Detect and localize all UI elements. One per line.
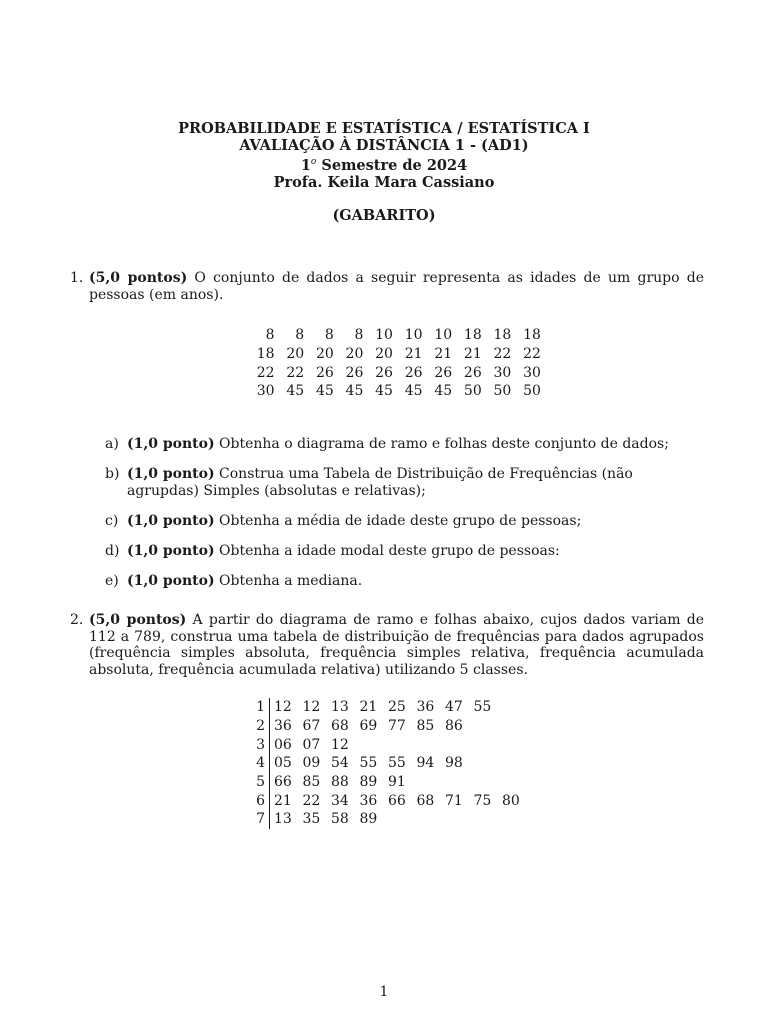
list-item bbox=[105, 543, 705, 560]
list-item bbox=[105, 573, 705, 590]
leaf-value: 47 bbox=[445, 699, 463, 716]
table-cell: 45 bbox=[434, 383, 453, 400]
page-number: 1 bbox=[379, 984, 389, 1000]
table-cell: 30 bbox=[256, 383, 275, 400]
leaf-value: 69 bbox=[359, 718, 378, 735]
leaf-value: 85 bbox=[416, 718, 435, 735]
answer-key-heading: (GABARITO) bbox=[332, 207, 436, 224]
question-text: O conjunto de dados a seguir representa as idades de um grupo de pessoas (em anos). bbox=[89, 270, 704, 303]
question-1-parts bbox=[105, 436, 705, 603]
stem-value: 3 bbox=[253, 735, 270, 754]
list-item bbox=[105, 436, 705, 453]
table-cell: 26 bbox=[375, 364, 393, 381]
item-label: b) bbox=[105, 466, 120, 482]
leaf-value: 88 bbox=[331, 774, 349, 791]
item-text: Obtenha a mediana. bbox=[214, 572, 363, 589]
semester-line bbox=[0, 154, 768, 174]
table-cell: 26 bbox=[434, 364, 453, 381]
item-label: a) bbox=[105, 436, 119, 452]
leaf-value: 36 bbox=[274, 718, 292, 735]
table-cell: 26 bbox=[315, 364, 334, 381]
table-cell: 20 bbox=[315, 346, 334, 363]
table-cell: 45 bbox=[345, 383, 364, 400]
table-cell: 8 bbox=[265, 327, 275, 344]
semester-number: 1 bbox=[300, 156, 311, 174]
leaf-value: 12 bbox=[274, 699, 292, 716]
question-1 bbox=[70, 270, 704, 303]
stem-leaf-row bbox=[253, 773, 531, 792]
leaf-value: 13 bbox=[274, 811, 292, 828]
leaf-value: 68 bbox=[331, 718, 349, 735]
table-cell: 10 bbox=[434, 327, 453, 344]
document-header bbox=[0, 120, 768, 191]
question-number: 2. bbox=[70, 612, 84, 628]
table-cell: 26 bbox=[463, 364, 482, 381]
leaf-value: 12 bbox=[302, 699, 321, 716]
stem-value: 7 bbox=[253, 810, 270, 829]
item-text: Obtenha a idade modal deste grupo de pessoas: bbox=[214, 542, 560, 559]
table-cell: 22 bbox=[256, 364, 275, 381]
leaf-value: 85 bbox=[302, 774, 321, 791]
table-cell: 18 bbox=[523, 327, 541, 344]
table-cell: 30 bbox=[493, 364, 512, 381]
table-cell: 8 bbox=[295, 327, 305, 344]
leaf-value: 67 bbox=[302, 718, 321, 735]
table-cell: 45 bbox=[315, 383, 334, 400]
stem-leaf-row bbox=[253, 735, 531, 754]
leaf-value: 13 bbox=[331, 699, 349, 716]
table-cell: 18 bbox=[493, 327, 512, 344]
table-cell: 18 bbox=[463, 327, 482, 344]
semester-ordinal: o bbox=[310, 157, 317, 167]
stem-leaf-row bbox=[253, 791, 531, 810]
stem-leaf-row bbox=[253, 754, 531, 773]
table-row bbox=[245, 345, 541, 364]
table-cell: 30 bbox=[523, 364, 541, 381]
table-cell: 21 bbox=[404, 346, 423, 363]
semester-text: Semestre de 2024 bbox=[316, 156, 468, 174]
list-item bbox=[105, 513, 705, 530]
question-points: (5,0 pontos) bbox=[89, 270, 188, 286]
table-cell: 10 bbox=[404, 327, 423, 344]
item-points: (1,0 ponto) bbox=[127, 466, 215, 482]
leaf-value: 35 bbox=[302, 811, 321, 828]
leaf-value: 91 bbox=[388, 774, 406, 791]
table-cell: 20 bbox=[345, 346, 364, 363]
table-cell: 20 bbox=[375, 346, 393, 363]
leaf-value: 21 bbox=[359, 699, 378, 716]
stem-and-leaf-diagram bbox=[253, 698, 531, 829]
table-cell: 21 bbox=[463, 346, 482, 363]
stem-leaf-row bbox=[253, 717, 531, 736]
leaf-value: 34 bbox=[331, 792, 349, 809]
leaf-value: 25 bbox=[388, 699, 406, 716]
question-2 bbox=[70, 612, 704, 678]
question-text: A partir do diagrama de ramo e folhas abaixo, cujos dados variam de 112 a 789, construa uma tabela de distribuição de frequências para dados agrupados (frequência simples absoluta, frequência simples relativa, frequência acumulada absoluta, frequência acumulada relativa) utilizando 5 classes. bbox=[89, 612, 704, 678]
leaf-value: 89 bbox=[359, 774, 378, 791]
item-text: Obtenha a média de idade deste grupo de pessoas; bbox=[214, 512, 582, 529]
table-cell: 22 bbox=[286, 364, 305, 381]
stem-value: 2 bbox=[253, 717, 270, 736]
leaf-value: 12 bbox=[331, 736, 349, 753]
table-cell: 50 bbox=[493, 383, 512, 400]
leaf-value: 80 bbox=[502, 792, 520, 809]
stem-value: 1 bbox=[253, 698, 270, 717]
item-text: Construa uma Tabela de Distribuição de Frequências (não agrupdas) Simples (absolutas e relativas); bbox=[127, 466, 633, 499]
leaf-value: 58 bbox=[331, 811, 349, 828]
leaf-value: 09 bbox=[302, 755, 321, 772]
assessment-title: AVALIAÇÃO À DISTÂNCIA 1 - (AD1) bbox=[239, 137, 529, 154]
item-label: c) bbox=[105, 512, 119, 529]
table-cell: 45 bbox=[286, 383, 305, 400]
table-cell: 50 bbox=[463, 383, 482, 400]
list-item bbox=[105, 466, 705, 499]
table-cell: 8 bbox=[324, 327, 334, 344]
item-points: (1,0 ponto) bbox=[127, 436, 215, 452]
question-points: (5,0 pontos) bbox=[89, 612, 187, 628]
leaf-value: 71 bbox=[445, 792, 463, 809]
leaf-value: 66 bbox=[274, 774, 292, 791]
item-points: (1,0 ponto) bbox=[127, 572, 215, 589]
table-cell: 22 bbox=[493, 346, 512, 363]
item-points: (1,0 ponto) bbox=[127, 512, 215, 529]
table-cell: 26 bbox=[404, 364, 423, 381]
leaf-value: 36 bbox=[359, 792, 378, 809]
leaf-value: 22 bbox=[302, 792, 321, 809]
table-row bbox=[245, 326, 541, 345]
leaf-value: 94 bbox=[416, 755, 435, 772]
stem-value: 6 bbox=[253, 791, 270, 810]
course-title: PROBABILIDADE E ESTATÍSTICA / ESTATÍSTICA I bbox=[178, 120, 590, 137]
table-row bbox=[245, 382, 541, 401]
leaf-value: 55 bbox=[473, 699, 492, 716]
table-row bbox=[245, 363, 541, 382]
stem-leaf-row bbox=[253, 698, 531, 717]
leaf-value: 21 bbox=[274, 792, 292, 809]
leaf-value: 55 bbox=[359, 755, 378, 772]
leaf-value: 06 bbox=[274, 736, 292, 753]
leaf-value: 86 bbox=[445, 718, 463, 735]
leaf-value: 07 bbox=[302, 736, 321, 753]
table-cell: 18 bbox=[256, 346, 275, 363]
stem-value: 5 bbox=[253, 773, 270, 792]
leaf-value: 75 bbox=[473, 792, 492, 809]
item-label: d) bbox=[105, 542, 120, 559]
table-cell: 45 bbox=[404, 383, 423, 400]
stem-leaf-row bbox=[253, 810, 531, 829]
item-text: Obtenha o diagrama de ramo e folhas deste conjunto de dados; bbox=[214, 436, 669, 452]
table-cell: 8 bbox=[354, 327, 364, 344]
table-cell: 21 bbox=[434, 346, 453, 363]
leaf-value: 68 bbox=[416, 792, 435, 809]
professor-name: Profa. Keila Mara Cassiano bbox=[273, 173, 495, 191]
table-cell: 45 bbox=[375, 383, 393, 400]
stem-value: 4 bbox=[253, 754, 270, 773]
leaf-value: 77 bbox=[388, 718, 406, 735]
leaf-value: 55 bbox=[388, 755, 406, 772]
leaf-value: 54 bbox=[331, 755, 349, 772]
leaf-value: 05 bbox=[274, 755, 292, 772]
table-cell: 26 bbox=[345, 364, 364, 381]
item-label: e) bbox=[105, 572, 119, 589]
question-number: 1. bbox=[70, 270, 84, 286]
leaf-value: 66 bbox=[388, 792, 406, 809]
table-cell: 20 bbox=[286, 346, 305, 363]
item-points: (1,0 ponto) bbox=[127, 542, 215, 559]
leaf-value: 98 bbox=[445, 755, 463, 772]
leaf-value: 89 bbox=[359, 811, 378, 828]
table-cell: 10 bbox=[375, 327, 393, 344]
table-cell: 22 bbox=[523, 346, 541, 363]
leaf-value: 36 bbox=[416, 699, 435, 716]
table-cell: 50 bbox=[523, 383, 541, 400]
age-dataset-table bbox=[245, 326, 541, 401]
